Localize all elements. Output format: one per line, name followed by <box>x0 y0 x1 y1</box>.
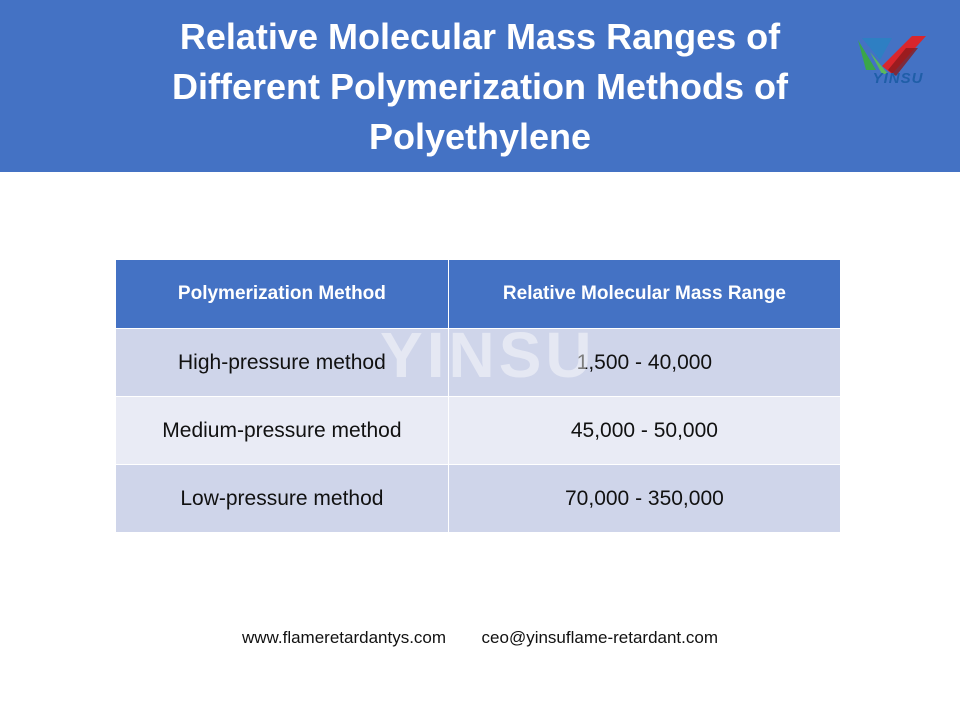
website-link[interactable]: www.flameretardantys.com <box>241 628 447 647</box>
page-title <box>80 12 880 162</box>
column-header-range: Relative Molecular Mass Range <box>448 260 840 329</box>
method-cell: Low-pressure method <box>116 465 449 533</box>
method-cell: Medium-pressure method <box>116 397 449 465</box>
table-header-row <box>116 260 841 329</box>
table-row <box>116 397 841 465</box>
range-cell: 70,000 - 350,000 <box>448 465 840 533</box>
header-banner <box>0 0 960 172</box>
email-link[interactable]: ceo@yinsuflame-retardant.com <box>481 628 718 647</box>
method-cell: High-pressure method <box>116 329 449 397</box>
title-line-3: Polyethylene <box>368 116 592 157</box>
range-cell: 1,500 - 40,000 <box>448 329 840 397</box>
table-row <box>116 465 841 533</box>
table-row <box>116 329 841 397</box>
footer <box>0 628 960 648</box>
range-cell: 45,000 - 50,000 <box>448 397 840 465</box>
title-line-1: Relative Molecular Mass Ranges of <box>179 16 781 57</box>
yinsu-logo-icon <box>852 30 944 100</box>
title-line-2: Different Polymerization Methods of <box>171 66 789 107</box>
watermark: YINSU <box>380 319 596 391</box>
logo-text: YINSU <box>872 70 924 87</box>
column-header-method: Polymerization Method <box>116 260 449 329</box>
molecular-mass-table <box>115 259 841 533</box>
